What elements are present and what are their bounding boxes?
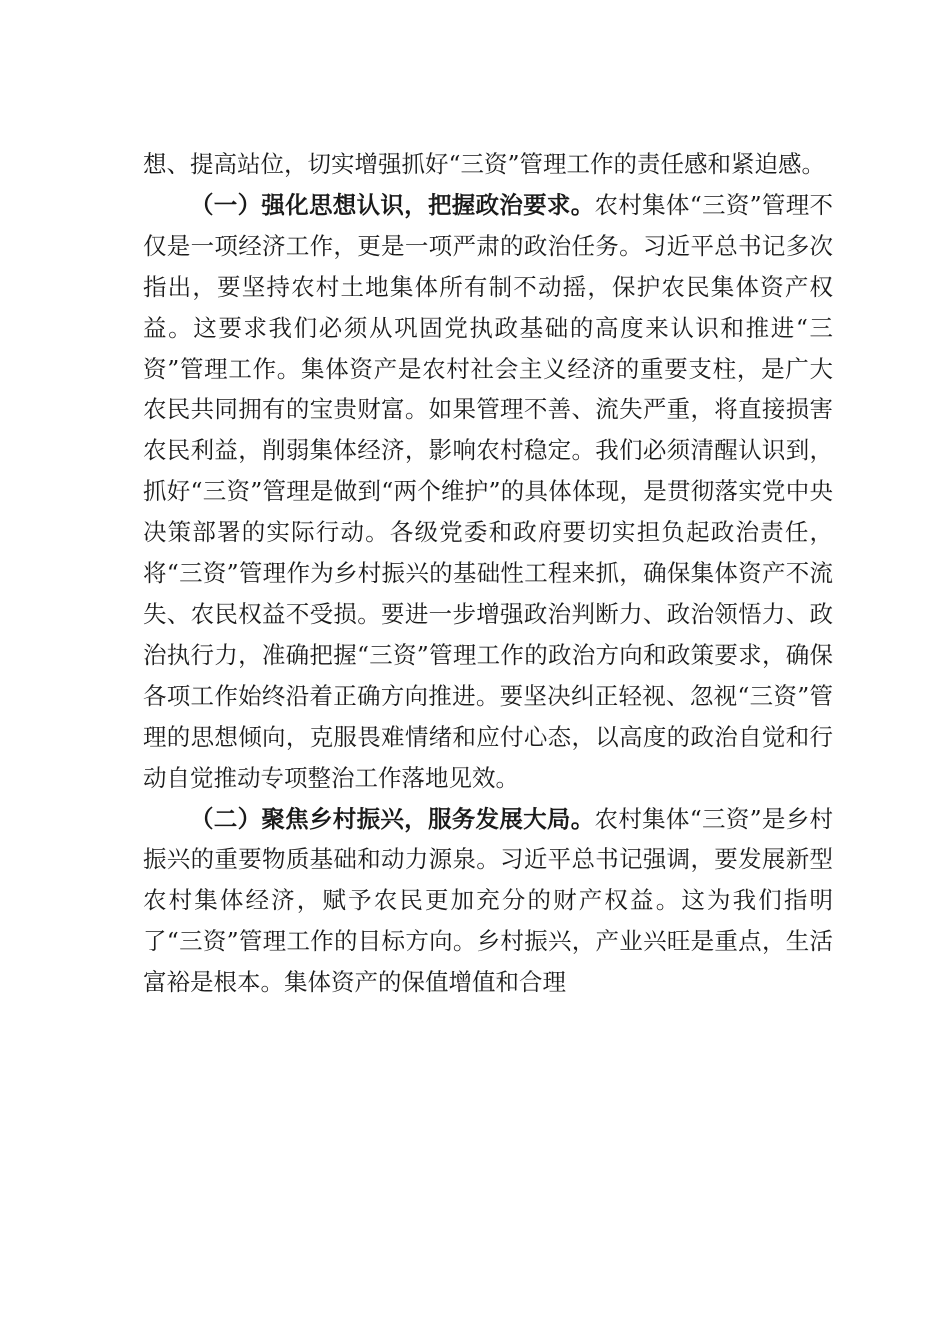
paragraph-section-1 <box>143 185 833 799</box>
section-heading-2: （二）聚焦乡村振兴，服务发展大局。 <box>190 804 595 833</box>
paragraph-continuation <box>143 144 833 185</box>
document-body <box>143 144 833 1003</box>
section-heading-1: （一）强化思想认识，把握政治要求。 <box>190 190 595 219</box>
paragraph-section-2 <box>143 799 833 1004</box>
paragraph-text: 农村集体“三资”是乡村振兴的重要物质基础和动力源泉。习近平总书记强调，要发展新型农村集体经济，赋予农民更加充分的财产权益。这为我们指明了“三资”管理工作的目标方向。乡村振兴，产业兴旺是重点，生活富裕是根本。集体资产的保值增值和合理 <box>143 804 834 997</box>
paragraph-text: 农村集体“三资”管理不仅是一项经济工作，更是一项严肃的政治任务。习近平总书记多次指出，要坚持农村土地集体所有制不动摇，保护农民集体资产权益。这要求我们必须从巩固党执政基础的高度来认识和推进“三资”管理工作。集体资产是农村社会主义经济的重要支柱，是广大农民共同拥有的宝贵财富。如果管理不善、流失严重，将直接损害农民利益，削弱集体经济，影响农村稳定。我们必须清醒认识到，抓好“三资”管理是做到“两个维护”的具体体现，是贯彻落实党中央决策部署的实际行动。各级党委和政府要切实担负起政治责任，将“三资”管理作为乡村振兴的基础性工程来抓，确保集体资产不流失、农民权益不受损。要进一步增强政治判断力、政治领悟力、政治执行力，准确把握“三资”管理工作的政治方向和政策要求，确保各项工作始终沿着正确方向推进。要坚决纠正轻视、忽视“三资”管理的思想倾向，克服畏难情绪和应付心态，以高度的政治自觉和行动自觉推动专项整治工作落地见效。 <box>143 190 834 792</box>
paragraph-text: 想、提高站位，切实增强抓好“三资”管理工作的责任感和紧迫感。 <box>143 150 826 178</box>
